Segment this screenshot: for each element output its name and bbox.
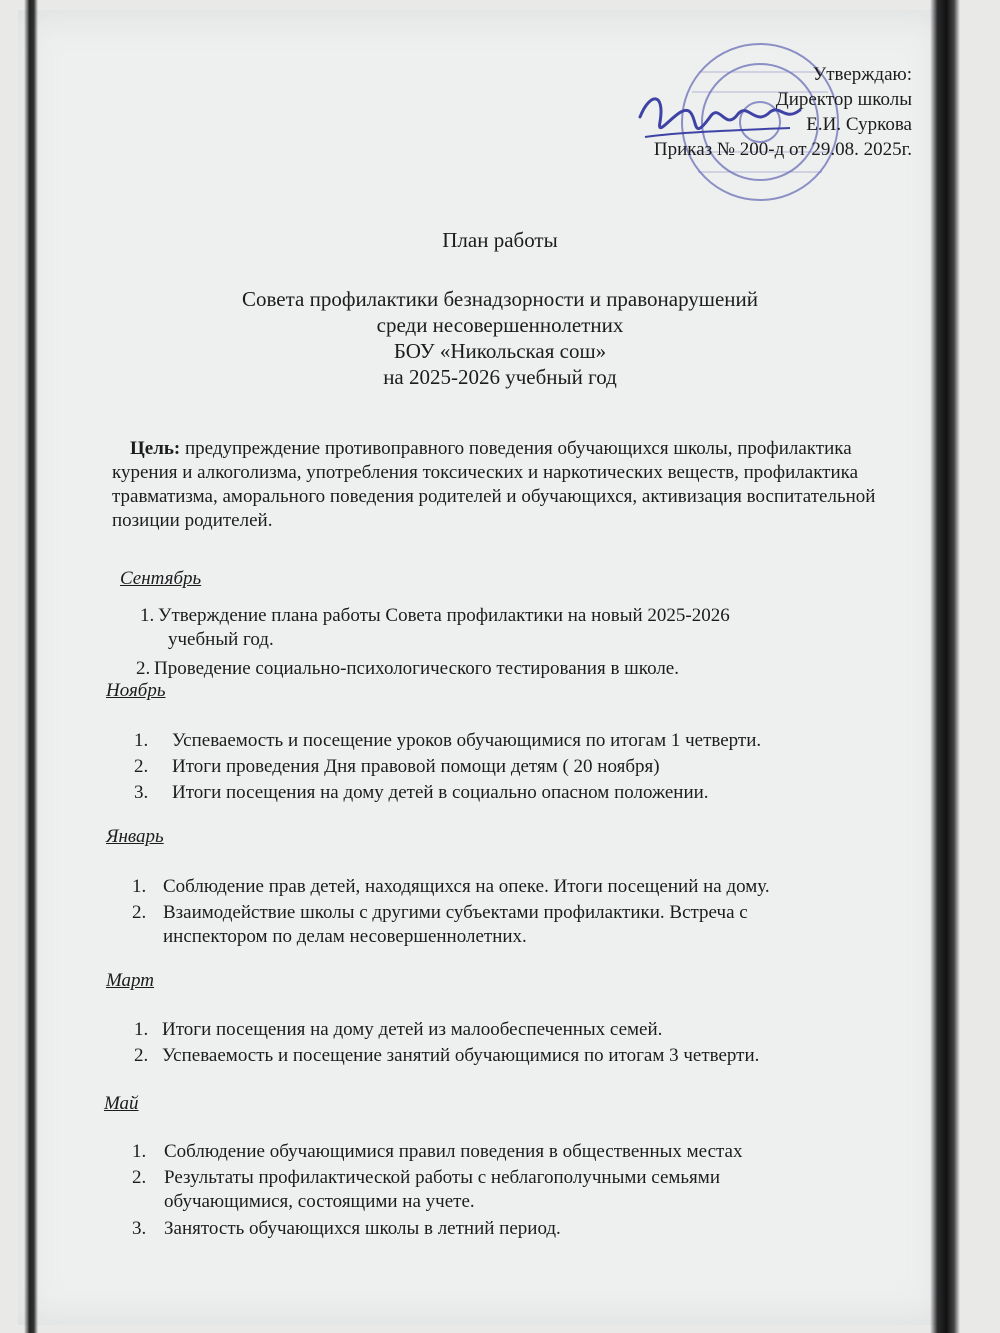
goal-label: Цель:: [130, 438, 181, 459]
paper-left-shadow: [24, 0, 38, 1333]
month-march: Март: [106, 970, 155, 991]
approval-line-order: Приказ № 200-д от 29.08. 2025г.: [653, 139, 912, 160]
plan-title-line-4: на 2025-2026 учебный год: [383, 365, 617, 389]
approval-line-name: Е.И. Суркова: [806, 114, 912, 135]
goal-text: предупреждение противоправного поведения обучающихся школы, профилактика курения и алкоголизма, употребления токсических и наркотических веществ, профилактика травматизма, аморального поведения родителей и обучающихся, активизация воспитательной позиции родителей.: [112, 438, 876, 531]
plan-title-line-1: Совета профилактики безнадзорности и правонарушений: [241, 287, 759, 311]
plan-heading: План работы: [442, 228, 558, 252]
plan-title-line-2: среди несовершеннолетних: [376, 313, 624, 337]
approval-block: [654, 62, 912, 162]
plan-title-line-3: БОУ «Никольская сош»: [393, 339, 607, 363]
approval-line-approve: Утверждаю:: [812, 64, 912, 85]
goal-paragraph: [112, 437, 912, 533]
month-may: Май: [104, 1093, 139, 1114]
month-november: Ноябрь: [106, 680, 166, 701]
approval-line-position: Директор школы: [775, 89, 912, 110]
month-september: Сентябрь: [120, 568, 202, 589]
paper-right-shadow: [930, 0, 960, 1333]
month-january: Январь: [106, 826, 164, 847]
